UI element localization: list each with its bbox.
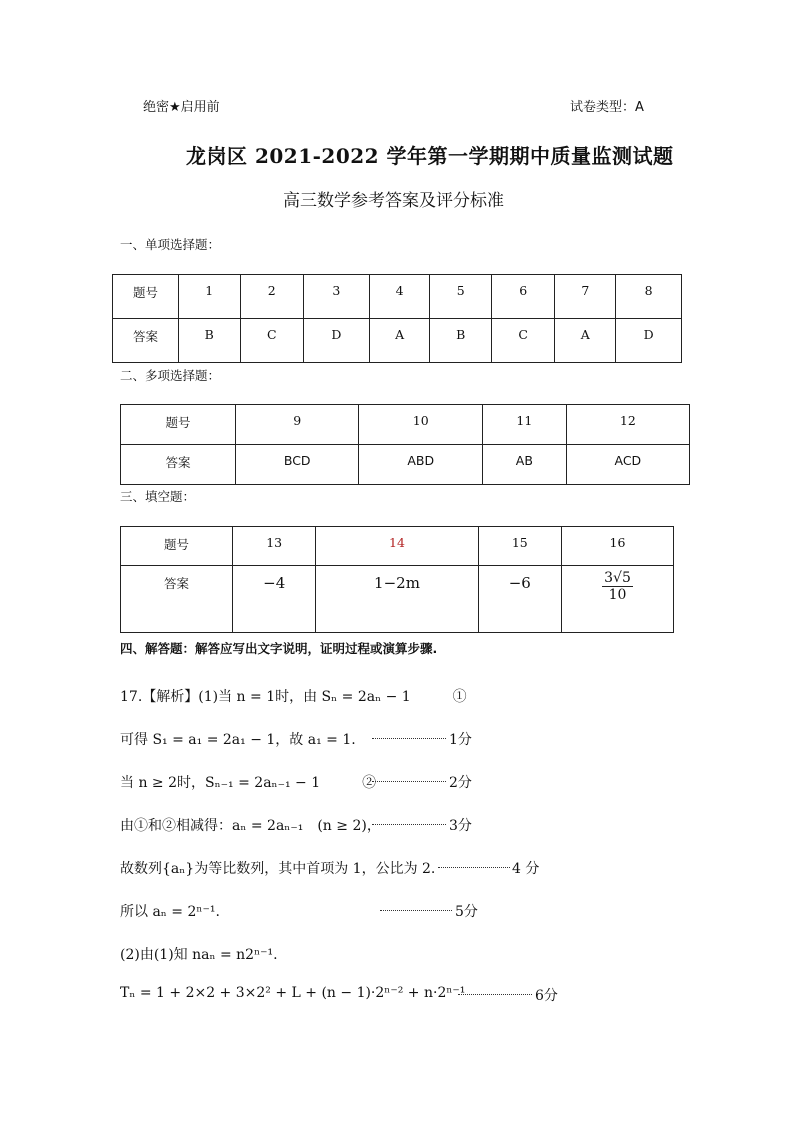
fill-blank-table — [120, 526, 674, 633]
q17-line8: Tₙ = 1 + 2×2 + 3×2² + L + (n − 1)·2ⁿ⁻² + n·2ⁿ⁻¹ — [120, 985, 466, 1001]
q-number: 5 — [430, 275, 492, 319]
q-number: 1 — [179, 275, 241, 319]
dotted-leader — [372, 781, 446, 782]
single-choice-table — [112, 274, 682, 363]
dotted-leader — [372, 738, 446, 739]
answer-cell: A — [555, 319, 616, 363]
section4-heading: 四、解答题：解答应写出文字说明，证明过程或演算步骤. — [120, 641, 438, 656]
answer-cell — [561, 566, 673, 633]
dotted-leader — [372, 824, 446, 825]
q17-score: 2分 — [449, 775, 472, 791]
answer-cell: B — [430, 319, 492, 363]
confidential-label: 绝密★启用前 — [143, 100, 220, 115]
dotted-leader — [458, 994, 532, 995]
fraction-numerator: 3√5 — [604, 570, 631, 586]
fraction — [602, 570, 633, 603]
section2-heading: 二、多项选择题： — [120, 368, 221, 383]
q17-score: 1分 — [449, 732, 472, 748]
answer-cell: B — [179, 319, 241, 363]
answer-cell: −6 — [478, 566, 561, 633]
q17-score: 5分 — [455, 904, 478, 920]
dotted-leader — [438, 867, 510, 868]
q17-score: 4 分 — [512, 861, 540, 877]
row-label-answer: 答案 — [121, 445, 236, 485]
answer-cell: ABD — [359, 445, 483, 485]
row-label-answer: 答案 — [113, 319, 179, 363]
q17-line5: 故数列{aₙ}为等比数列，其中首项为 1，公比为 2. — [120, 861, 436, 877]
paper-type-label: 试卷类型：A — [570, 100, 644, 115]
q-number: 9 — [236, 405, 359, 445]
q-number: 3 — [303, 275, 369, 319]
dotted-leader — [380, 910, 452, 911]
row-label-number: 题号 — [121, 405, 236, 445]
page-title: 龙岗区 2021-2022 学年第一学期期中质量监测试题 — [186, 144, 674, 168]
answer-cell: D — [303, 319, 369, 363]
row-label-number: 题号 — [121, 527, 233, 566]
q17-score: 3分 — [449, 818, 472, 834]
q17-line6: 所以 aₙ = 2ⁿ⁻¹. — [120, 904, 220, 920]
answer-cell: C — [491, 319, 554, 363]
page-subtitle: 高三数学参考答案及评分标准 — [283, 191, 504, 211]
q-number: 4 — [369, 275, 430, 319]
q-number: 7 — [555, 275, 616, 319]
answer-cell: BCD — [236, 445, 359, 485]
q-number: 14 — [316, 527, 478, 566]
q-number: 16 — [561, 527, 673, 566]
answer-cell: D — [616, 319, 682, 363]
answer-cell: A — [369, 319, 430, 363]
fraction-denominator: 10 — [608, 587, 627, 603]
q-number: 2 — [240, 275, 303, 319]
q-number: 6 — [491, 275, 554, 319]
row-label-number: 题号 — [113, 275, 179, 319]
q17-line3: 当 n ≥ 2时，Sₙ₋₁ = 2aₙ₋₁ − 1 ② — [120, 775, 377, 791]
q17-line2: 可得 S₁ = a₁ = 2a₁ − 1，故 a₁ = 1. — [120, 732, 356, 748]
answer-cell: 1−2m — [316, 566, 478, 633]
answer-cell: C — [240, 319, 303, 363]
q-number: 11 — [483, 405, 567, 445]
section3-heading: 三、填空题： — [120, 489, 196, 504]
answer-cell: −4 — [233, 566, 316, 633]
q17-score: 6分 — [535, 988, 558, 1004]
multi-choice-table — [120, 404, 690, 485]
answer-cell: AB — [483, 445, 567, 485]
answer-cell: ACD — [566, 445, 689, 485]
q-number: 10 — [359, 405, 483, 445]
q-number: 13 — [233, 527, 316, 566]
q17-line4: 由①和②相减得：aₙ = 2aₙ₋₁ (n ≥ 2)， — [120, 818, 381, 834]
q-number: 12 — [566, 405, 689, 445]
q-number: 15 — [478, 527, 561, 566]
row-label-answer: 答案 — [121, 566, 233, 633]
section1-heading: 一、单项选择题： — [120, 237, 221, 252]
q17-line1: 17.【解析】(1)当 n = 1时，由 Sₙ = 2aₙ − 1 ① — [120, 689, 467, 705]
q17-line7: (2)由(1)知 naₙ = n2ⁿ⁻¹. — [120, 947, 278, 963]
q-number: 8 — [616, 275, 682, 319]
